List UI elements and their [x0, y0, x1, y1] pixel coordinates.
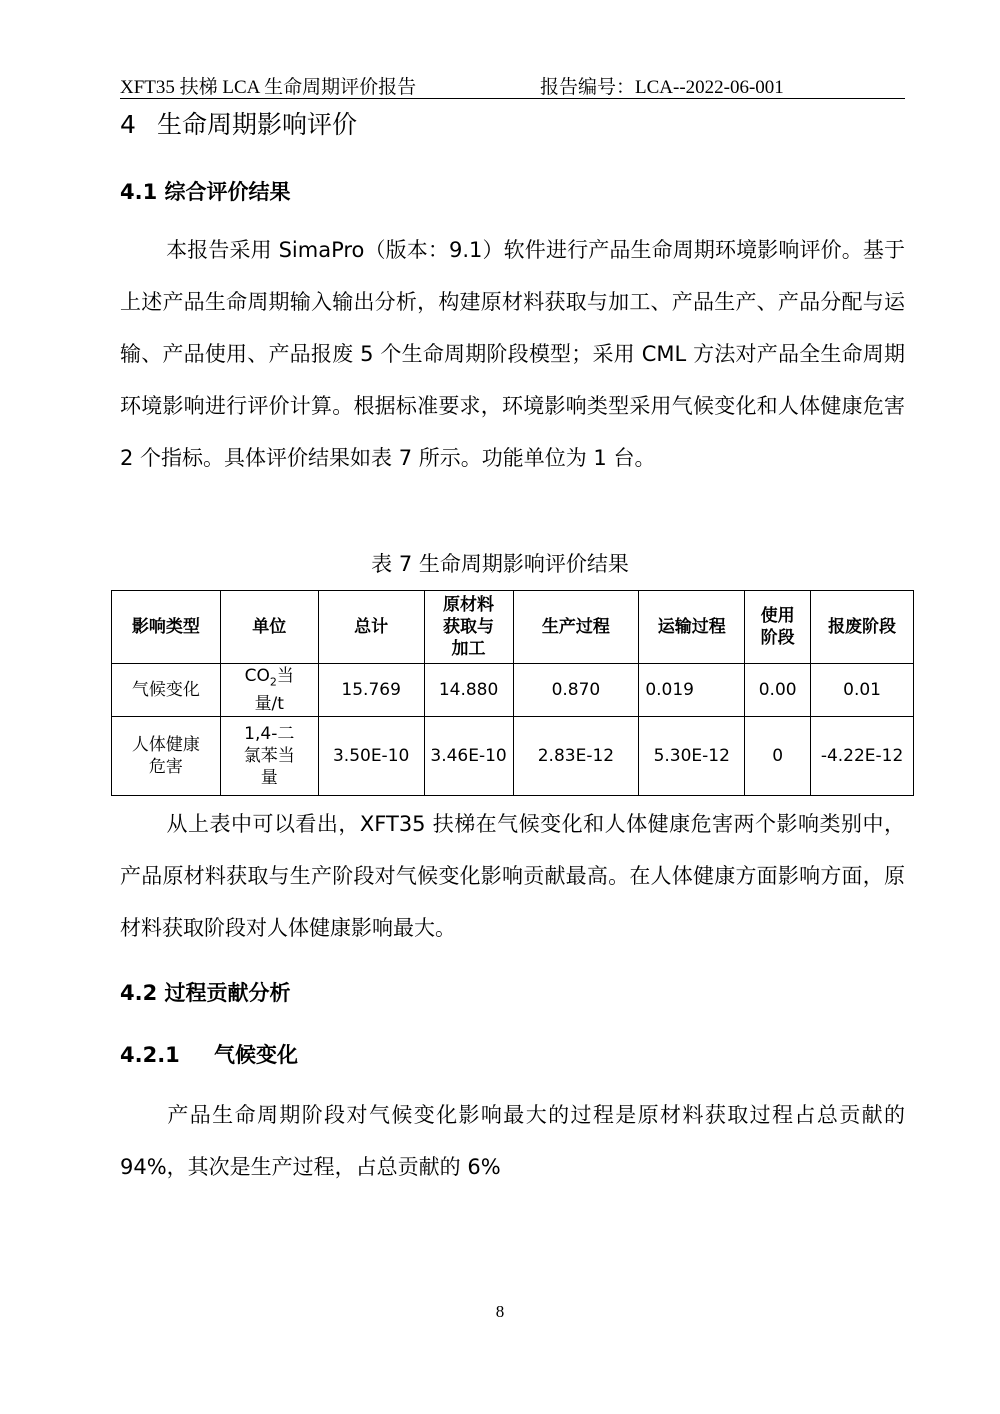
use-cell: 0 — [745, 717, 811, 796]
header-cell: 运输过程 — [639, 591, 745, 664]
header-cell: 使用阶段 — [745, 591, 811, 664]
section-4-2-heading — [120, 977, 291, 1007]
header-cell: 单位 — [220, 591, 318, 664]
analysis-paragraph — [120, 798, 905, 954]
transport-cell: 5.30E-12 — [639, 717, 745, 796]
climate-paragraph — [120, 1089, 905, 1193]
section-4-1-heading — [120, 176, 291, 206]
section-4-2-1-heading — [120, 1039, 298, 1069]
table-row — [112, 664, 914, 717]
section-number: 4.2.1 — [120, 1043, 180, 1067]
impact-type-cell: 气候变化 — [112, 664, 221, 717]
header-cell: 报废阶段 — [811, 591, 914, 664]
total-cell: 15.769 — [318, 664, 424, 717]
unit-cell: $CO_2$当量/t — [220, 664, 318, 717]
report-title: XFT35 扶梯 LCA 生命周期评价报告 — [120, 77, 417, 98]
disposal-cell: 0.01 — [811, 664, 914, 717]
impact-type-cell: 人体健康危害 — [112, 717, 221, 796]
header-cell: 原材料获取与加工 — [424, 591, 513, 664]
transport-cell: 0.019 — [639, 664, 745, 717]
header-cell: 总计 — [318, 591, 424, 664]
table-header-row — [112, 591, 914, 664]
production-cell: 2.83E-12 — [513, 717, 639, 796]
disposal-cell: -4.22E-12 — [811, 717, 914, 796]
report-number: 报告编号：LCA--2022-06-001 — [540, 77, 784, 98]
header-cell: 影响类型 — [112, 591, 221, 664]
impact-results-table — [111, 590, 914, 796]
analysis-text: 从上表中可以看出，XFT35 扶梯在气候变化和人体健康危害两个影响类别中，产品原材料获取与生产阶段对气候变化影响贡献最高。在人体健康方面影响方面，原材料获取阶段对人体健康影响最大。 — [120, 812, 905, 940]
use-cell: 0.00 — [745, 664, 811, 717]
climate-text: 产品生命周期阶段对气候变化影响最大的过程是原材料获取过程占总贡献的 94%，其次是生产过程，占总贡献的 6% — [120, 1103, 905, 1179]
section-4-heading — [120, 105, 357, 141]
page-number: 8 — [495, 1302, 505, 1321]
page-header — [120, 66, 905, 99]
section-title: 综合评价结果 — [164, 180, 291, 204]
raw-material-cell: 3.46E-10 — [424, 717, 513, 796]
intro-text: 本报告采用 SimaPro（版本：9.1）软件进行产品生命周期环境影响评价。基于上述产品生命周期输入输出分析，构建原材料获取与加工、产品生产、产品分配与运输、产品使用、产品报废 5 个生命周期阶段模型；采用 CML 方法对产品全生命周期环境影响进行评价计算。根据标准要求，环境影响类型采用气候变化和人体健康危害 2 个指标。具体评价结果如表 7 所示。功能单位为 1 台。 — [120, 238, 905, 470]
table-row — [112, 717, 914, 796]
production-cell: 0.870 — [513, 664, 639, 717]
raw-material-cell: 14.880 — [424, 664, 513, 717]
table-caption: 表 7 生命周期影响评价结果 — [371, 552, 629, 576]
section-number: 4 — [120, 110, 136, 139]
section-title: 气候变化 — [214, 1043, 298, 1067]
section-title: 生命周期影响评价 — [157, 110, 358, 139]
section-number: 4.2 — [120, 981, 158, 1005]
total-cell: 3.50E-10 — [318, 717, 424, 796]
section-title: 过程贡献分析 — [164, 981, 291, 1005]
header-cell: 生产过程 — [513, 591, 639, 664]
intro-paragraph — [120, 224, 905, 484]
unit-cell: 1,4-二氯苯当量 — [220, 717, 318, 796]
section-number: 4.1 — [120, 180, 158, 204]
